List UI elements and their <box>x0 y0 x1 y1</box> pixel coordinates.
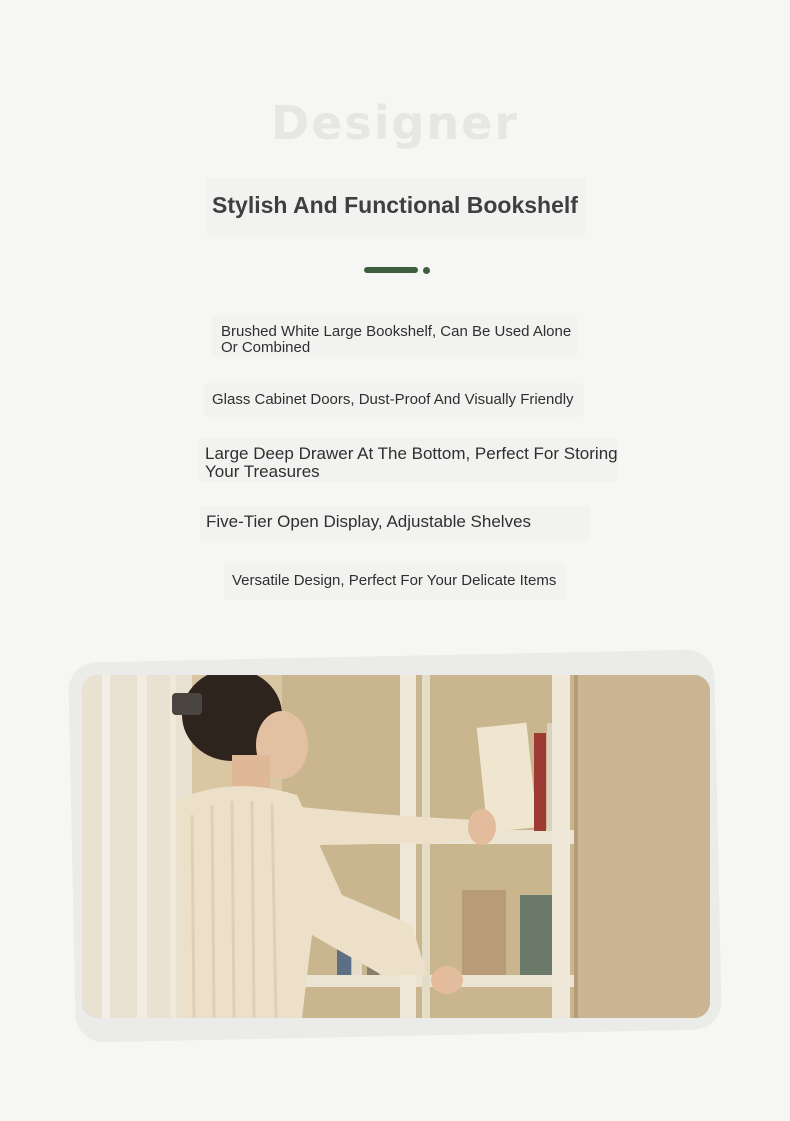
accent-divider-bar <box>364 267 418 273</box>
product-photo <box>82 675 710 1018</box>
accent-divider-dot <box>423 267 430 274</box>
page-title: Stylish And Functional Bookshelf <box>212 192 578 218</box>
feature-item-1: Brushed White Large Bookshelf, Can Be Used Alone Or Combined <box>212 316 578 356</box>
feature-item-3: Large Deep Drawer At The Bottom, Perfect For Storing Your Treasures <box>198 438 618 482</box>
feature-item-5: Versatile Design, Perfect For Your Delicate Items <box>224 564 566 600</box>
feature-item-2: Glass Cabinet Doors, Dust-Proof And Visually Friendly <box>204 383 584 417</box>
feature-item-4: Five-Tier Open Display, Adjustable Shelves <box>200 506 590 540</box>
bookshelf-illustration <box>82 675 710 1018</box>
designer-watermark: Designer <box>270 96 520 150</box>
